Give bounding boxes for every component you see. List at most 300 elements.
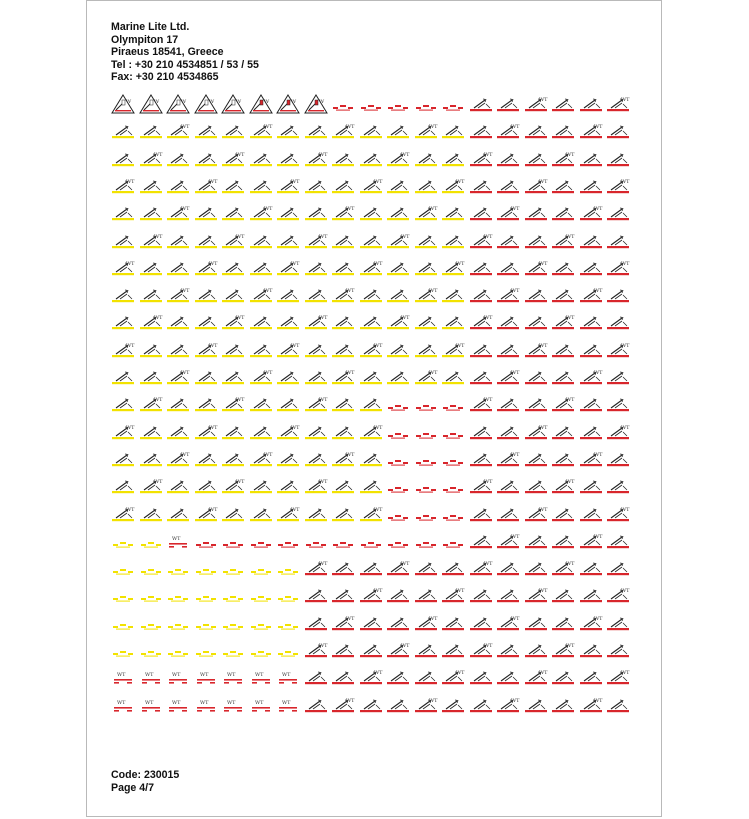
svg-text:WT: WT [428,615,437,622]
svg-text:WT: WT [511,533,520,540]
yellow-stripe-decal [221,203,245,223]
red-stripe-decal [606,203,630,223]
red-dashed-waterline [414,504,438,524]
yellow-dashed-waterline [111,640,135,660]
svg-text:WT: WT [373,178,382,185]
red-stripe-decal [551,340,575,360]
yellow-stripe-decal [249,176,273,196]
yellow-stripe-decal [331,203,355,223]
yellow-stripe-decal [111,285,135,305]
svg-text:WT: WT [172,535,181,542]
red-stripe-decal [551,367,575,387]
svg-text:WT: WT [236,315,245,322]
yellow-stripe-decal [221,176,245,196]
yellow-dashed-waterline [111,613,135,633]
yellow-dashed-waterline [249,613,273,633]
yellow-stripe-decal [359,340,383,360]
red-stripe-decal [496,94,520,114]
red-stripe-decal [551,422,575,442]
yellow-stripe-decal [359,149,383,169]
red-stripe-decal [496,176,520,196]
yellow-stripe-decal [359,203,383,223]
company-address-block [111,21,259,84]
svg-text:WT: WT [401,315,410,322]
red-stripe-decal [469,203,493,223]
yellow-stripe-decal [304,394,328,414]
yellow-stripe-decal [331,258,355,278]
red-dashed-waterline [441,394,465,414]
yellow-stripe-decal [414,312,438,332]
red-stripe-decal [579,613,603,633]
svg-text:WT: WT [208,178,217,185]
svg-text:WT: WT [291,342,300,349]
yellow-dashed-waterline [194,585,218,605]
yellow-stripe-decal [139,231,163,251]
red-stripe-decal [551,558,575,578]
svg-text:WT: WT [236,151,245,158]
red-stripe-decal [414,667,438,687]
yellow-stripe-decal [249,449,273,469]
svg-text:WT: WT [318,479,327,486]
svg-text:WT: WT [456,260,465,267]
yellow-stripe-decal [414,176,438,196]
yellow-stripe-decal [166,476,190,496]
red-stripe-decal [579,203,603,223]
red-stripe-decal [579,285,603,305]
wt-marking [111,667,135,687]
red-stripe-decal [386,667,410,687]
svg-text:WT: WT [172,672,181,679]
red-stripe-decal [524,449,548,469]
svg-text:WT: WT [181,124,190,131]
svg-text:WT: WT [401,151,410,158]
svg-text:WT: WT [593,206,602,213]
svg-text:WT: WT [373,424,382,431]
red-dashed-waterline [441,531,465,551]
red-stripe-decal [441,667,465,687]
svg-text:WT: WT [593,697,602,704]
red-stripe-decal [304,558,328,578]
red-stripe-decal [386,585,410,605]
wt-marking [276,695,300,715]
yellow-stripe-decal [359,285,383,305]
svg-text:WT: WT [282,699,291,706]
yellow-stripe-decal [386,176,410,196]
svg-text:WT: WT [483,479,492,486]
red-stripe-decal [414,585,438,605]
red-stripe-decal [496,531,520,551]
svg-text:WT: WT [511,697,520,704]
svg-text:W: W [318,99,324,105]
svg-text:W: W [236,99,242,105]
yellow-stripe-decal [414,285,438,305]
yellow-stripe-decal [304,476,328,496]
yellow-stripe-decal [194,258,218,278]
svg-text:WT: WT [126,342,135,349]
svg-text:WT: WT [621,178,630,185]
svg-text:WT: WT [373,260,382,267]
company-fax: Fax: +30 210 4534865 [111,71,219,84]
yellow-stripe-decal [249,285,273,305]
red-stripe-decal [579,504,603,524]
svg-text:WT: WT [621,588,630,595]
yellow-stripe-decal [249,203,273,223]
yellow-stripe-decal [304,449,328,469]
svg-text:WT: WT [346,124,355,131]
red-stripe-decal [441,640,465,660]
svg-text:WT: WT [566,151,575,158]
svg-text:WT: WT [291,506,300,513]
red-stripe-decal [524,94,548,114]
red-stripe-decal [551,504,575,524]
yellow-stripe-decal [304,340,328,360]
yellow-stripe-decal [139,476,163,496]
red-stripe-decal [551,231,575,251]
svg-text:WT: WT [428,288,437,295]
yellow-stripe-decal [194,476,218,496]
yellow-stripe-decal [414,340,438,360]
red-stripe-decal [469,476,493,496]
svg-text:WT: WT [144,672,153,679]
yellow-stripe-decal [359,231,383,251]
svg-text:WT: WT [538,670,547,677]
red-stripe-decal [359,558,383,578]
red-stripe-decal [524,476,548,496]
svg-text:WT: WT [126,178,135,185]
red-stripe-decal [441,695,465,715]
red-dashed-waterline [441,504,465,524]
red-dashed-waterline [441,476,465,496]
red-stripe-decal [414,613,438,633]
red-stripe-decal [496,640,520,660]
red-stripe-decal [524,312,548,332]
svg-text:WT: WT [566,479,575,486]
red-stripe-decal [469,667,493,687]
red-stripe-decal [496,285,520,305]
yellow-stripe-decal [414,367,438,387]
yellow-stripe-decal [304,121,328,141]
svg-text:WT: WT [318,233,327,240]
red-stripe-decal [414,695,438,715]
red-stripe-decal [551,94,575,114]
yellow-stripe-decal [139,258,163,278]
red-stripe-decal [579,558,603,578]
red-stripe-decal [524,667,548,687]
svg-text:WT: WT [483,397,492,404]
red-stripe-decal [414,640,438,660]
svg-text:WT: WT [263,370,272,376]
svg-text:WT: WT [153,397,162,404]
svg-text:WT: WT [621,424,630,431]
warning-triangle [221,94,245,114]
yellow-stripe-decal [304,285,328,305]
red-stripe-decal [551,258,575,278]
svg-text:W: W [126,99,132,105]
yellow-dashed-waterline [139,585,163,605]
red-stripe-decal [524,149,548,169]
red-stripe-decal [524,585,548,605]
red-stripe-decal [579,449,603,469]
yellow-stripe-decal [221,394,245,414]
svg-text:WT: WT [538,342,547,349]
yellow-stripe-decal [221,340,245,360]
red-stripe-decal [524,422,548,442]
red-stripe-decal [524,695,548,715]
yellow-stripe-decal [359,504,383,524]
red-stripe-decal [469,695,493,715]
yellow-stripe-decal [194,285,218,305]
red-stripe-decal [579,667,603,687]
yellow-stripe-decal [111,422,135,442]
svg-text:WT: WT [117,699,126,706]
yellow-stripe-decal [249,121,273,141]
yellow-stripe-decal [166,312,190,332]
svg-text:WT: WT [318,315,327,322]
red-stripe-decal [469,422,493,442]
red-stripe-decal [441,613,465,633]
svg-text:W: W [208,99,214,105]
yellow-stripe-decal [139,121,163,141]
red-stripe-decal [469,613,493,633]
yellow-stripe-decal [414,149,438,169]
yellow-stripe-decal [166,258,190,278]
red-stripe-decal [551,149,575,169]
red-stripe-decal [469,531,493,551]
yellow-stripe-decal [276,394,300,414]
yellow-stripe-decal [441,203,465,223]
yellow-stripe-decal [414,258,438,278]
yellow-stripe-decal [304,312,328,332]
warning-triangle [304,94,328,114]
red-stripe-decal [579,695,603,715]
red-stripe-decal [524,394,548,414]
red-stripe-decal [606,231,630,251]
yellow-stripe-decal [194,149,218,169]
yellow-stripe-decal [414,203,438,223]
yellow-stripe-decal [441,121,465,141]
svg-text:WT: WT [538,260,547,267]
warning-triangle [111,94,135,114]
red-stripe-decal [551,449,575,469]
yellow-stripe-decal [304,231,328,251]
svg-text:WT: WT [456,588,465,595]
svg-text:WT: WT [282,672,291,679]
red-stripe-decal [469,258,493,278]
yellow-stripe-decal [166,367,190,387]
yellow-stripe-decal [359,258,383,278]
yellow-dashed-waterline [139,613,163,633]
red-stripe-decal [606,640,630,660]
yellow-dashed-waterline [249,558,273,578]
red-stripe-decal [496,449,520,469]
svg-text:WT: WT [236,233,245,240]
red-stripe-decal [551,531,575,551]
red-dashed-waterline [359,94,383,114]
yellow-dashed-waterline [221,558,245,578]
svg-text:WT: WT [483,643,492,649]
red-stripe-decal [496,422,520,442]
red-stripe-decal [496,203,520,223]
yellow-stripe-decal [386,149,410,169]
svg-text:WT: WT [593,451,602,458]
yellow-stripe-decal [166,203,190,223]
yellow-stripe-decal [304,367,328,387]
svg-text:WT: WT [483,315,492,322]
wt-marking [166,667,190,687]
yellow-stripe-decal [111,340,135,360]
warning-triangle [139,94,163,114]
yellow-stripe-decal [386,258,410,278]
yellow-dashed-waterline [194,640,218,660]
svg-text:WT: WT [126,260,135,267]
yellow-stripe-decal [194,367,218,387]
yellow-dashed-waterline [111,531,135,551]
svg-text:WT: WT [566,561,575,568]
yellow-stripe-decal [166,504,190,524]
yellow-stripe-decal [139,367,163,387]
red-dashed-waterline [249,531,273,551]
red-stripe-decal [551,585,575,605]
yellow-dashed-waterline [166,558,190,578]
yellow-stripe-decal [221,285,245,305]
red-stripe-decal [606,531,630,551]
yellow-stripe-decal [276,449,300,469]
yellow-stripe-decal [249,476,273,496]
red-stripe-decal [304,613,328,633]
svg-text:WT: WT [181,451,190,458]
red-dashed-waterline [414,394,438,414]
svg-text:WT: WT [401,561,410,568]
svg-text:WT: WT [263,124,272,131]
red-stripe-decal [469,585,493,605]
red-stripe-decal [469,394,493,414]
yellow-stripe-decal [276,149,300,169]
yellow-stripe-decal [331,449,355,469]
svg-text:WT: WT [593,615,602,622]
svg-text:WT: WT [428,124,437,131]
wt-marking [139,667,163,687]
red-stripe-decal [551,667,575,687]
yellow-stripe-decal [359,476,383,496]
yellow-stripe-decal [359,312,383,332]
svg-text:WT: WT [483,561,492,568]
yellow-stripe-decal [331,231,355,251]
red-stripe-decal [579,476,603,496]
svg-text:W: W [181,99,187,105]
yellow-stripe-decal [166,422,190,442]
red-stripe-decal [496,695,520,715]
red-stripe-decal [469,121,493,141]
red-stripe-decal [469,176,493,196]
yellow-stripe-decal [166,149,190,169]
yellow-stripe-decal [331,121,355,141]
red-stripe-decal [496,231,520,251]
yellow-dashed-waterline [249,585,273,605]
svg-text:WT: WT [208,342,217,349]
red-stripe-decal [551,640,575,660]
yellow-stripe-decal [359,449,383,469]
red-stripe-decal [551,394,575,414]
yellow-stripe-decal [276,340,300,360]
yellow-stripe-decal [166,340,190,360]
svg-text:WT: WT [227,672,236,679]
yellow-stripe-decal [441,340,465,360]
red-stripe-decal [496,504,520,524]
yellow-stripe-decal [331,340,355,360]
red-stripe-decal [386,695,410,715]
svg-text:WT: WT [318,397,327,404]
red-dashed-waterline [441,422,465,442]
yellow-stripe-decal [441,312,465,332]
red-stripe-decal [551,695,575,715]
red-stripe-decal [469,149,493,169]
yellow-stripe-decal [194,231,218,251]
red-stripe-decal [359,695,383,715]
yellow-stripe-decal [276,312,300,332]
company-city: Piraeus 18541, Greece [111,46,224,59]
yellow-stripe-decal [111,449,135,469]
red-stripe-decal [496,476,520,496]
svg-text:WT: WT [199,672,208,679]
yellow-stripe-decal [359,422,383,442]
red-dashed-waterline [414,531,438,551]
red-stripe-decal [551,285,575,305]
svg-text:WT: WT [373,588,382,595]
yellow-stripe-decal [221,149,245,169]
yellow-stripe-decal [359,121,383,141]
red-dashed-waterline [414,476,438,496]
yellow-stripe-decal [414,231,438,251]
yellow-stripe-decal [441,231,465,251]
red-stripe-decal [496,312,520,332]
yellow-stripe-decal [304,149,328,169]
yellow-dashed-waterline [276,585,300,605]
wt-marking [194,695,218,715]
red-stripe-decal [469,558,493,578]
svg-text:WT: WT [593,124,602,131]
red-stripe-decal [524,121,548,141]
red-stripe-decal [606,94,630,114]
product-code: Code: 230015 [111,769,180,781]
yellow-dashed-waterline [276,640,300,660]
red-stripe-decal [524,340,548,360]
red-stripe-decal [304,695,328,715]
svg-text:WT: WT [511,124,520,131]
red-stripe-decal [579,176,603,196]
warning-triangle [166,94,190,114]
warning-triangle [276,94,300,114]
yellow-dashed-waterline [276,558,300,578]
wt-marking [276,667,300,687]
yellow-stripe-decal [139,176,163,196]
svg-text:WT: WT [566,397,575,404]
red-dashed-waterline [386,531,410,551]
svg-text:WT: WT [208,506,217,513]
red-stripe-decal [579,258,603,278]
svg-text:WT: WT [566,643,575,649]
yellow-dashed-waterline [249,640,273,660]
svg-text:WT: WT [538,424,547,431]
red-stripe-decal [579,149,603,169]
yellow-stripe-decal [194,312,218,332]
svg-text:WT: WT [153,479,162,486]
yellow-stripe-decal [194,422,218,442]
svg-text:WT: WT [428,697,437,704]
yellow-stripe-decal [249,340,273,360]
red-dashed-waterline [441,449,465,469]
red-stripe-decal [386,558,410,578]
svg-text:WT: WT [208,260,217,267]
